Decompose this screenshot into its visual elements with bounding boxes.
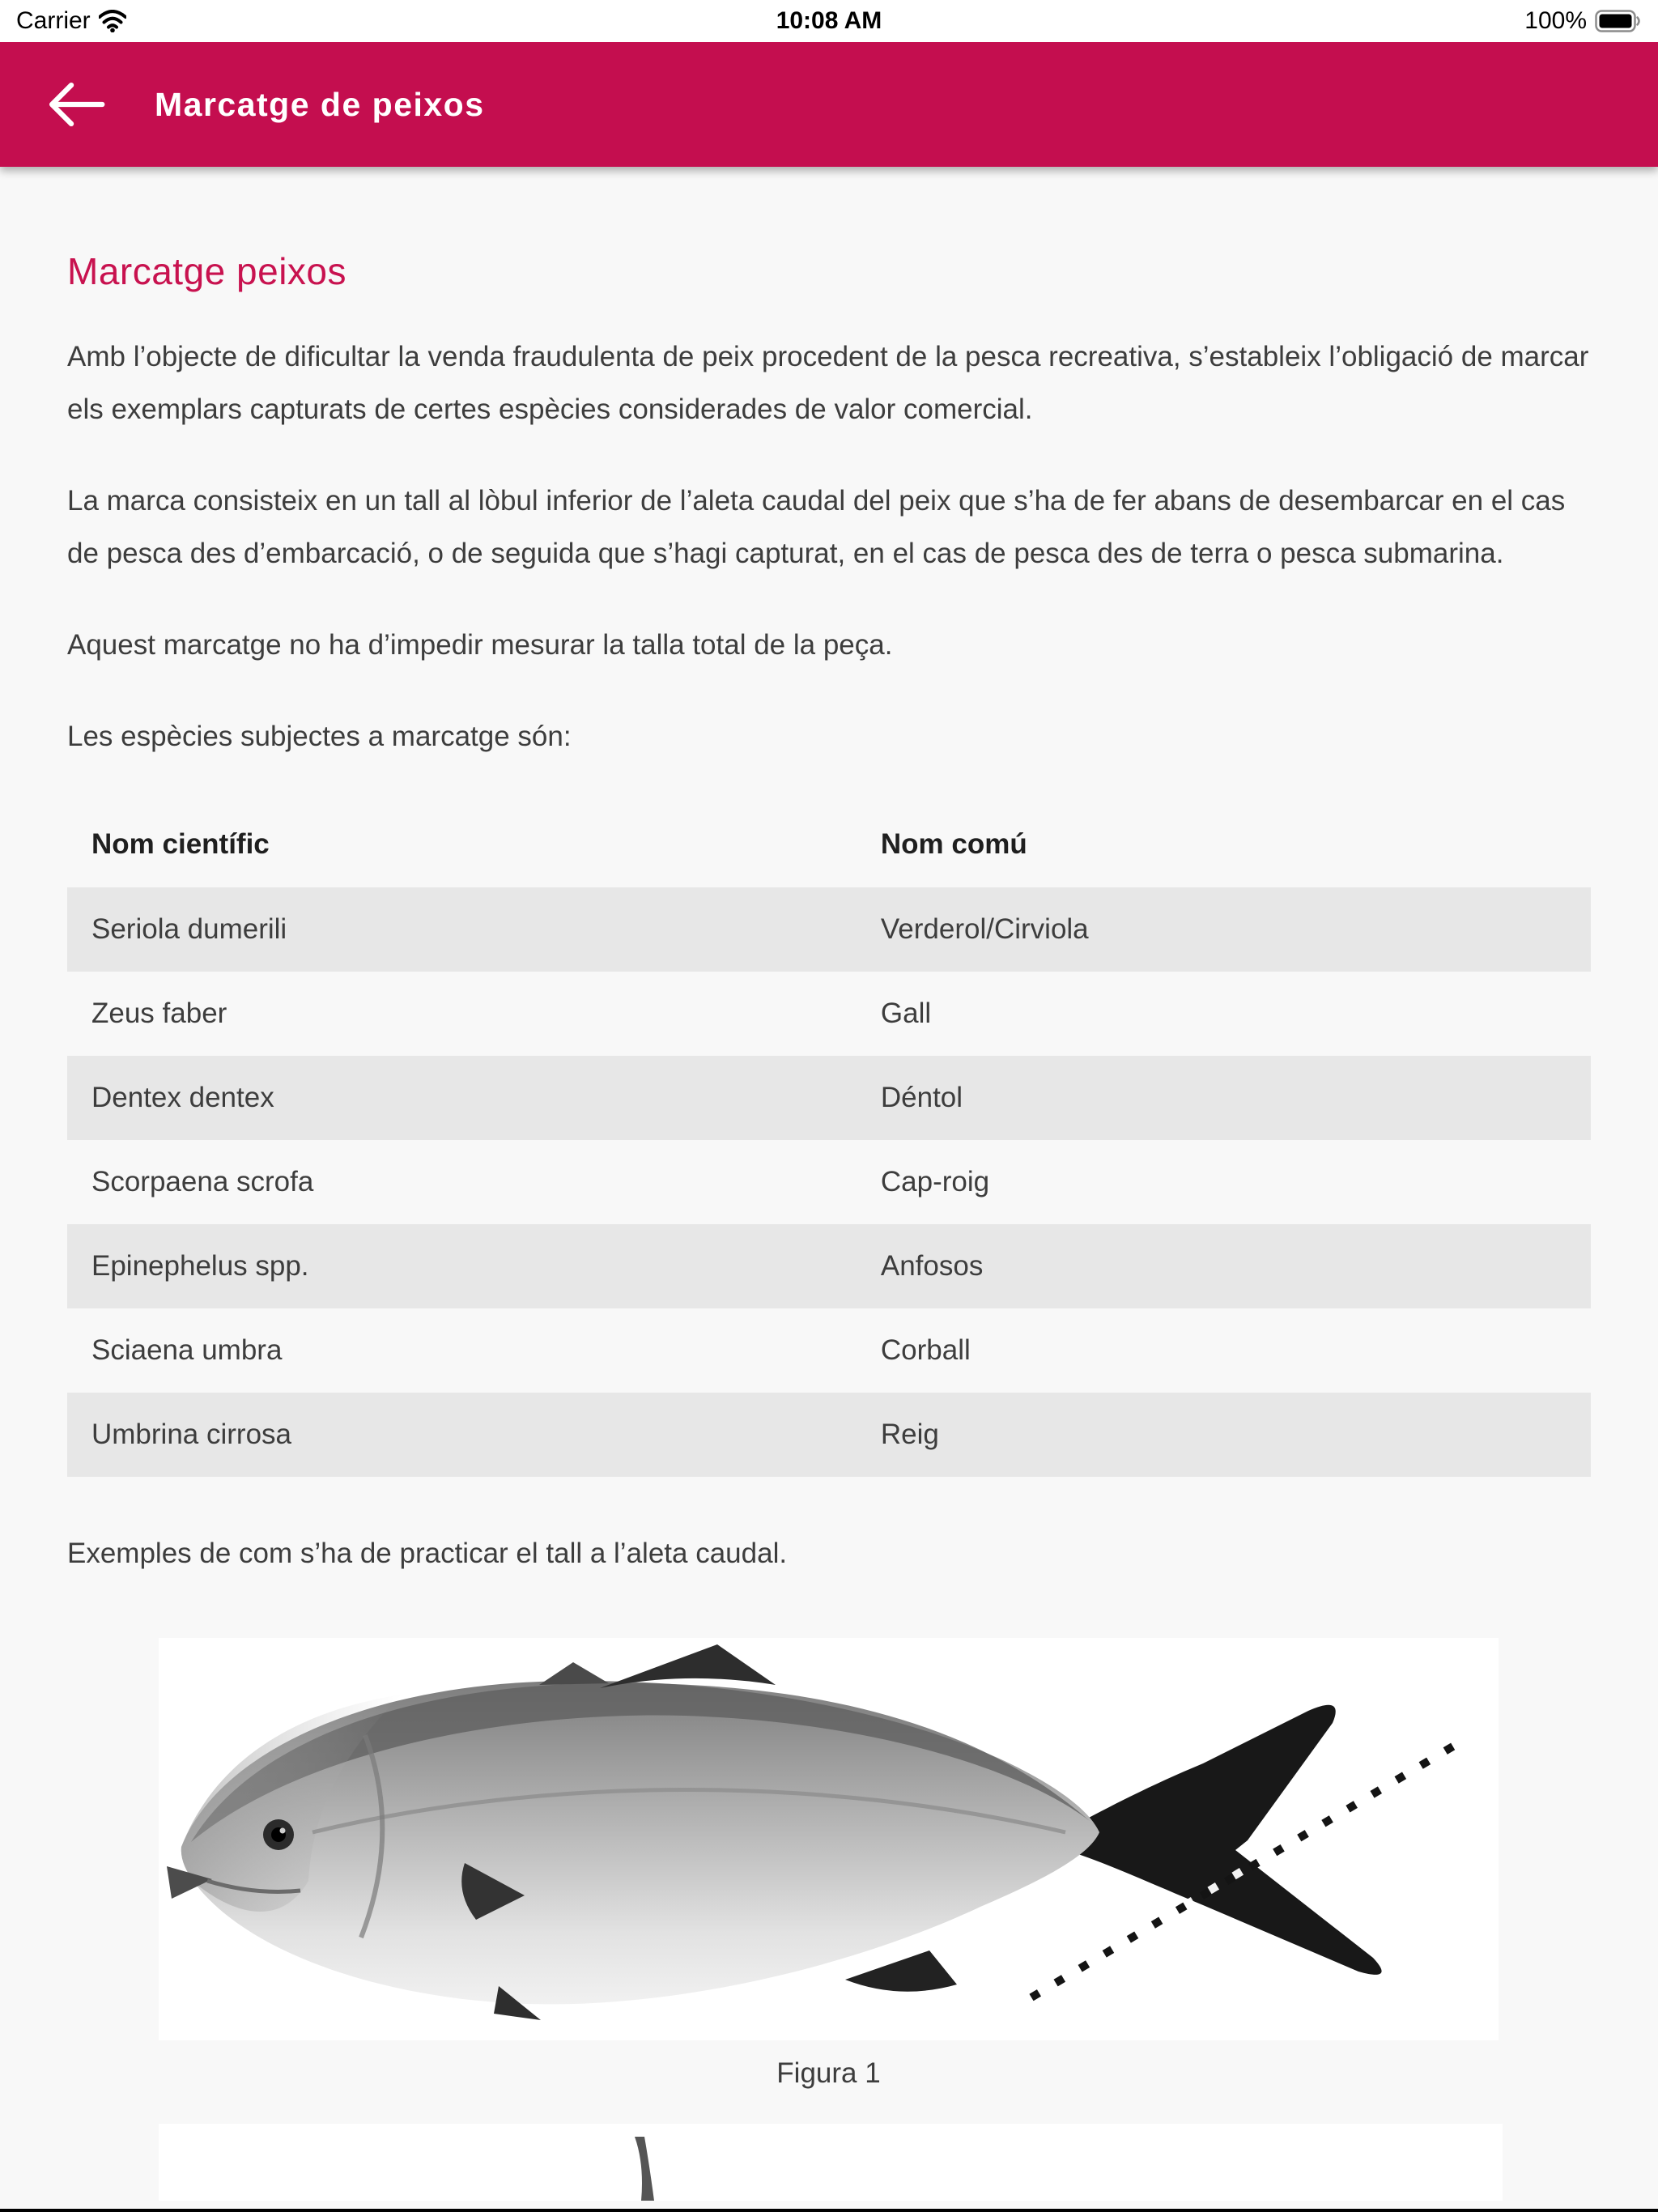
cell-scientific-name: Sciaena umbra — [91, 1334, 283, 1366]
screenshot-bottom-border — [0, 2209, 1658, 2212]
cell-common-name: Anfosos — [880, 1250, 984, 1282]
fish-drawing-partial — [159, 2124, 1503, 2201]
battery-percent-label: 100% — [1524, 7, 1587, 34]
table-row — [67, 1056, 1591, 1140]
paragraph-species-lead: Les espècies subjectes a marcatge són: — [67, 721, 572, 752]
status-bar — [0, 0, 1658, 42]
cell-scientific-name: Epinephelus spp. — [91, 1250, 309, 1282]
paragraph-examples-caption: Exemples de com s’ha de practicar el tall a l’aleta caudal. — [67, 1538, 788, 1569]
table-row — [67, 1393, 1591, 1477]
cell-common-name: Reig — [880, 1419, 939, 1450]
figure-1 — [159, 1638, 1499, 2099]
fish-cut-illustration — [159, 1638, 1499, 2040]
page-title: Marcatge de peixos — [155, 85, 485, 123]
figure-1-image — [159, 1638, 1499, 2040]
figure-1-caption: Figura 1 — [776, 2057, 881, 2089]
species-table — [67, 802, 1591, 1477]
table-row — [67, 887, 1591, 972]
cell-common-name: Verderol/Cirviola — [880, 913, 1089, 945]
document-body — [0, 249, 1658, 2201]
battery-icon — [1595, 10, 1642, 32]
cell-scientific-name: Scorpaena scrofa — [91, 1166, 314, 1197]
table-row — [67, 972, 1591, 1056]
back-button[interactable] — [39, 69, 110, 140]
species-table-body — [67, 887, 1591, 1477]
paragraph-mark-description: La marca consisteix en un tall al lòbul inferior de l’aleta caudal del peix que s’ha de fer abans de desembarcar en el cas de pesca des d’embarcació, o de seguida que s’hagi capturat, en el cas de pesca des de terra o pesca submarina. — [67, 485, 1566, 569]
app-bar — [0, 42, 1658, 167]
cell-scientific-name: Seriola dumerili — [91, 913, 287, 945]
cell-common-name: Déntol — [880, 1082, 963, 1113]
table-row — [67, 1308, 1591, 1393]
cell-common-name: Corball — [880, 1334, 971, 1366]
paragraph-measure-note: Aquest marcatge no ha d’impedir mesurar la talla total de la peça. — [67, 629, 893, 661]
column-header-scientific-name: Nom científic — [91, 828, 270, 860]
paragraph-intro: Amb l’objecte de dificultar la venda fraudulenta de peix procedent de la pesca recreativa, s’estableix l’obligació de marcar els exemplars capturats de certes espècies considerades de valor comercial. — [67, 341, 1589, 425]
cell-common-name: Cap-roig — [880, 1166, 990, 1197]
table-row — [67, 1224, 1591, 1308]
column-header-common-name: Nom comú — [880, 828, 1027, 860]
carrier-label: Carrier — [16, 7, 91, 34]
cell-common-name: Gall — [880, 998, 932, 1029]
table-header-row — [67, 802, 1591, 887]
cell-scientific-name: Umbrina cirrosa — [91, 1419, 291, 1450]
table-row — [67, 1140, 1591, 1224]
clock: 10:08 AM — [776, 7, 882, 34]
figure-2-image-partial — [159, 2124, 1503, 2201]
cell-scientific-name: Zeus faber — [91, 998, 227, 1029]
arrow-left-icon — [43, 79, 106, 130]
cell-scientific-name: Dentex dentex — [91, 1082, 274, 1113]
section-heading: Marcatge peixos — [67, 250, 346, 292]
